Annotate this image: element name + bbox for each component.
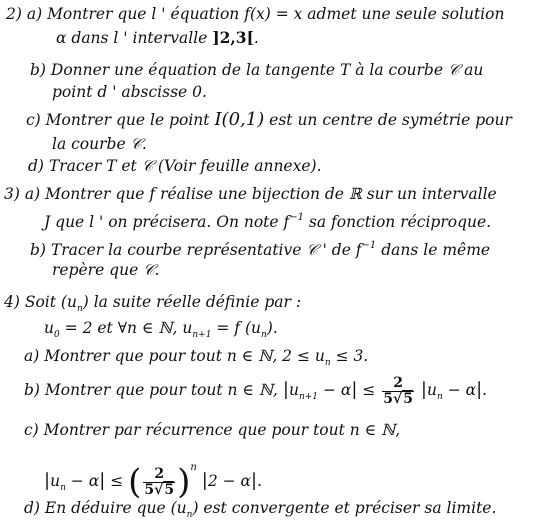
- q2b-line2: [52, 82, 207, 102]
- q4b-frac-num: 2: [382, 376, 414, 392]
- q4-def-text2: = f (u: [216, 319, 261, 337]
- q3b-sup: −1: [361, 240, 377, 251]
- q4b-frac-root: 5: [403, 390, 413, 407]
- q4-def-u0: u: [44, 319, 54, 337]
- q4b-lhs-end: − α: [322, 381, 352, 399]
- q4-def-u0-sub: 0: [53, 330, 60, 340]
- q3a-line1: [4, 184, 497, 204]
- q4c-lhs: u: [50, 472, 61, 490]
- q4-intro: [4, 292, 301, 319]
- q4-number: 4): [4, 293, 20, 311]
- q4c-fraction: $\frac{2}{5√5}$: [144, 465, 175, 498]
- q2b-text2: point d ' abscisse 0.: [52, 83, 207, 101]
- q2d-text: Tracer T et 𝒞 (Voir feuille annexe).: [48, 157, 322, 175]
- q3a-number: 3) a): [4, 185, 41, 203]
- q4a-text: Montrer que pour tout n ∈ ℕ, 2 ≤ u: [44, 347, 325, 365]
- q2a-interval: ]2,3[: [212, 28, 254, 47]
- q3b-line1: [30, 236, 490, 260]
- q3a-text1: Montrer que f réalise une bijection de ℝ sur un intervalle: [45, 185, 497, 203]
- q4c-number: c): [24, 421, 39, 439]
- q4c-exponent: n: [190, 462, 197, 473]
- q4d-sub: n: [186, 510, 193, 520]
- q4b-lhs-sub: n+1: [298, 392, 319, 402]
- q3b-text1: Tracer la courbe représentative 𝒞 ' de f: [50, 241, 362, 259]
- q4c-lhs-end: − α: [70, 472, 100, 490]
- q2a-text2: α dans l ' intervalle: [56, 29, 208, 47]
- q2a-text1: Montrer que l ' équation f(x) = x admet une seule solution: [47, 5, 505, 23]
- q3a-text2: J que l ' on précisera. On note f: [44, 213, 290, 231]
- q2a-end: .: [253, 29, 259, 47]
- q2a-line2: [56, 28, 259, 48]
- q4b-frac-den: 5: [383, 390, 394, 407]
- q2a-line1: [6, 4, 504, 24]
- q4c-text: Montrer par récurrence que pour tout n ∈ ℕ,: [43, 421, 401, 439]
- q2d-number: d): [28, 157, 44, 175]
- q4c-line1: [24, 420, 400, 440]
- q4b-rhs-end: − α: [447, 381, 477, 399]
- q4c-rhs: 2 − α: [207, 472, 251, 490]
- q4-def-text: = 2 et ∀n ∈ ℕ, u: [64, 319, 193, 337]
- q4a-line: [24, 346, 368, 373]
- q4-intro-text: Soit (u: [24, 293, 77, 311]
- q4a-number: a): [24, 347, 40, 365]
- q3a-sup: −1: [289, 212, 304, 223]
- q3b-number: b): [30, 241, 46, 259]
- q4c-formula: $|u_n - \alpha|$ ≤ ( $\frac{2}{5√5}$ )$^n$ |2 − α|.: [44, 462, 262, 502]
- q2c-text2: la courbe 𝒞.: [52, 135, 147, 153]
- q4-intro-sub: n: [76, 304, 83, 314]
- q4b-fraction: $\frac{2}{5√5}$: [383, 374, 413, 407]
- q3b-text2: repère que 𝒞.: [52, 261, 160, 279]
- q4a-sub: n: [324, 358, 331, 368]
- q2b-text1: Donner une équation de la tangente T à la courbe 𝒞 au: [50, 61, 484, 79]
- q4b-number: b): [24, 381, 40, 399]
- q2c-point: I(0,1): [214, 109, 265, 130]
- q4c-frac-root: 5: [164, 481, 175, 498]
- q4d-text2: ) est convergente et préciser sa limite.: [192, 499, 497, 517]
- q4d-text: En déduire que (u: [44, 499, 187, 517]
- q2c-text1b: est un centre de symétrie pour: [269, 111, 512, 129]
- q3a-line2: [44, 208, 491, 232]
- q2c-line1: [26, 110, 512, 130]
- q4-intro-text2: ) la suite réelle définie par :: [82, 293, 302, 311]
- q2c-line2: [52, 134, 147, 154]
- q4d-line: [24, 498, 496, 525]
- q4-def-end: ).: [266, 319, 278, 337]
- q2c-number: c): [26, 111, 41, 129]
- q3a-text2b: sa fonction réciproque.: [308, 213, 492, 231]
- q4c-frac-den: 5: [144, 481, 155, 498]
- q4b-text: Montrer que pour tout n ∈ ℕ,: [44, 381, 278, 399]
- q3b-text1b: dans le même: [381, 241, 491, 259]
- q4d-number: d): [24, 499, 40, 517]
- q4b-line: b) Montrer que pour tout n ∈ ℕ, $|u_{n+1} - \alpha|$ ≤ $\frac{2}{5√5}$ $|u_n - \alpha|$.: [24, 374, 488, 407]
- q2b-line1: [30, 60, 483, 80]
- q2a-number: 2) a): [6, 5, 43, 23]
- q4a-end: ≤ 3.: [335, 347, 369, 365]
- q4-def-sub2: n: [260, 330, 267, 340]
- q4b-rhs-sub: n: [436, 392, 443, 402]
- q4c-frac-num: 2: [143, 467, 175, 483]
- q4-definition: [44, 318, 278, 345]
- q2d-line: [28, 156, 322, 176]
- q4c-lhs-sub: n: [60, 483, 66, 493]
- q4b-rhs: u: [426, 381, 437, 399]
- q2b-number: b): [30, 61, 46, 79]
- q4b-lhs: u: [288, 381, 299, 399]
- q4-def-sub: n+1: [192, 330, 212, 340]
- q2c-text1: Montrer que le point: [45, 111, 210, 129]
- q3b-line2: [52, 260, 159, 280]
